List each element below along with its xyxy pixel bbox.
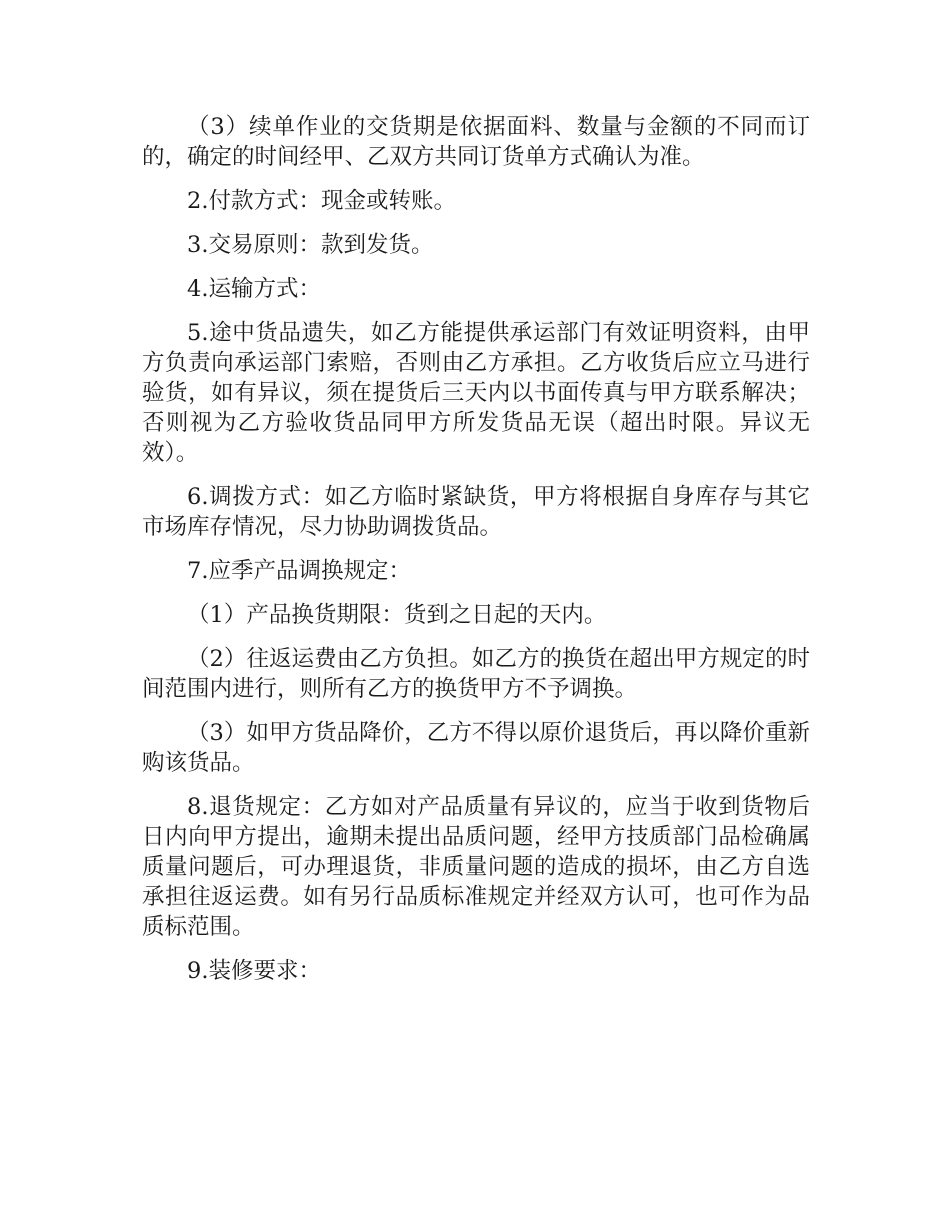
paragraph-transport-method: 4.运输方式： <box>187 276 321 302</box>
paragraph-seasonal-exchange: 7.应季产品调换规定： <box>187 558 411 584</box>
paragraph-exchange-period: （1）产品换货期限：货到之日起的天内。 <box>187 602 607 628</box>
paragraph-reorder-delivery: （3）续单作业的交货期是依据面料、数量与金额的不同而订的，确定的时间经甲、乙双方共同订货单方式确认为准。 <box>142 114 810 170</box>
paragraph-decoration-requirements: 9.装修要求： <box>187 958 321 984</box>
paragraph-goods-loss: 5.途中货品遗失，如乙方能提供承运部门有效证明资料，由甲方负责向承运部门索赔，否则由乙方承担。乙方收货后应立马进行验货，如有异议，须在提货后三天内以书面传真与甲方联系解决；否则视为乙方验收货品同甲方所发货品无误（超出时限。异议无效）。 <box>142 320 810 466</box>
paragraph-trade-principle: 3.交易原则：款到发货。 <box>187 232 434 258</box>
document-body <box>142 112 810 1000</box>
paragraph-allocation-method: 6.调拨方式：如乙方临时紧缺货，甲方将根据自身库存与其它市场库存情况，尽力协助调拨货品。 <box>142 484 810 540</box>
paragraph-freight-cost: （2）往返运费由乙方负担。如乙方的换货在超出甲方规定的时间范围内进行，则所有乙方的换货甲方不予调换。 <box>142 646 810 702</box>
paragraph-price-reduction: （3）如甲方货品降价，乙方不得以原价退货后，再以降价重新购该货品。 <box>142 720 810 776</box>
paragraph-return-policy: 8.退货规定：乙方如对产品质量有异议的，应当于收到货物后日内向甲方提出，逾期未提出品质问题，经甲方技质部门品检确属质量问题后，可办理退货，非质量问题的造成的损坏，由乙方自选承担往返运费。如有另行品质标准规定并经双方认可，也可作为品质标范围。 <box>142 794 810 940</box>
paragraph-payment-method: 2.付款方式：现金或转账。 <box>187 188 456 214</box>
